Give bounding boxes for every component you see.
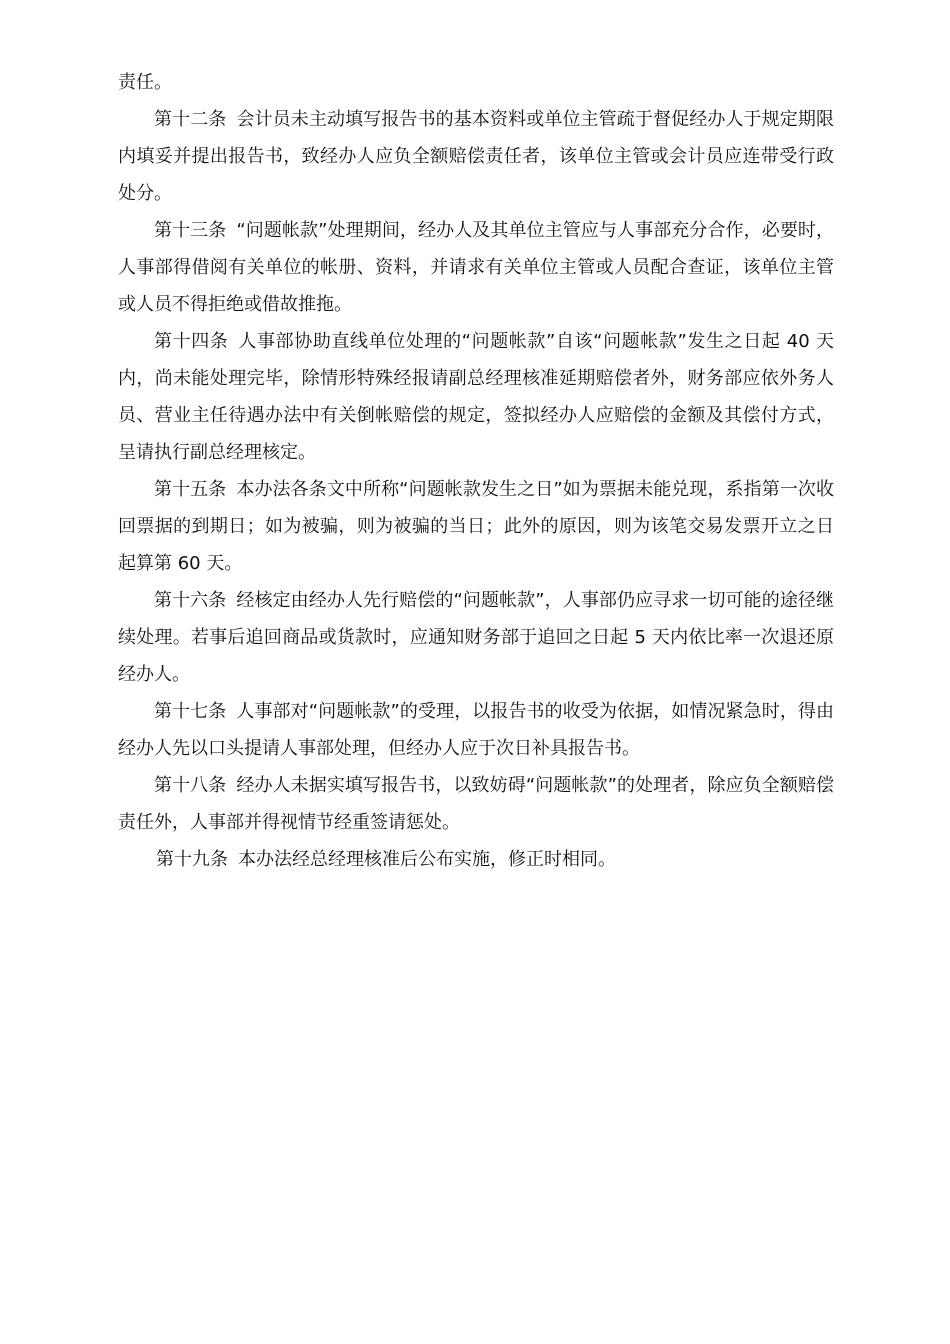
article-12: [118, 101, 834, 212]
article-number: 第十六条: [154, 590, 227, 611]
article-17: [118, 693, 834, 767]
article-number: 第十二条: [154, 109, 227, 130]
article-text: 人事部协助直线单位处理的“问题帐款”自该“问题帐款”发生之日起 40 天内，尚未能处理完毕，除情形特殊经报请副总经理核准延期赔偿者外，财务部应依外务人员、营业主任待遇办法中有关倒帐赔偿的规定，签拟经办人应赔偿的金额及其偿付方式，呈请执行副总经理核定。: [118, 331, 834, 463]
article-text: 人事部对“问题帐款”的受理，以报告书的收受为依据，如情况紧急时，得由经办人先以口头提请人事部处理，但经办人应于次日补具报告书。: [118, 701, 835, 759]
article-16: [118, 582, 834, 693]
article-15: [118, 471, 834, 582]
article-number: 第十四条: [154, 331, 229, 352]
article-text: 经办人未据实填写报告书，以致妨碍“问题帐款”的处理者，除应负全额赔偿责任外，人事部并得视情节经重签请惩处。: [118, 775, 835, 833]
article-text: 本办法经总经理核准后公布实施，修正时相同。: [238, 849, 616, 870]
article-text: “问题帐款”处理期间，经办人及其单位主管应与人事部充分合作，必要时，人事部得借阅有关单位的帐册、资料，并请求有关单位主管或人员配合查证，该单位主管或人员不得拒绝或借故推拖。: [118, 220, 835, 315]
article-text: 本办法各条文中所称“问题帐款发生之日”如为票据未能兑现，系指第一次收回票据的到期日；如为被骗，则为被骗的当日；此外的原因，则为该笔交易发票开立之日起算第 60 天。: [118, 479, 835, 574]
article-19: [118, 841, 834, 878]
article-number: 第十三条: [154, 220, 227, 241]
article-14: [118, 323, 834, 471]
document-body: [118, 64, 834, 878]
article-number: 第十五条: [154, 479, 227, 500]
article-18: [118, 767, 834, 841]
article-13: [118, 212, 834, 323]
article-number: 第十九条: [156, 849, 228, 870]
article-number: 第十八条: [154, 775, 227, 796]
article-number: 第十七条: [154, 701, 227, 722]
article-text: 经核定由经办人先行赔偿的“问题帐款”，人事部仍应寻求一切可能的途径继续处理。若事后追回商品或货款时，应通知财务部于追回之日起 5 天内依比率一次退还原经办人。: [118, 590, 835, 685]
article-text: 会计员未主动填写报告书的基本资料或单位主管疏于督促经办人于规定期限内填妥并提出报告书，致经办人应负全额赔偿责任者，该单位主管或会计员应连带受行政处分。: [118, 109, 835, 204]
continuation-text: 责任。: [118, 72, 172, 93]
